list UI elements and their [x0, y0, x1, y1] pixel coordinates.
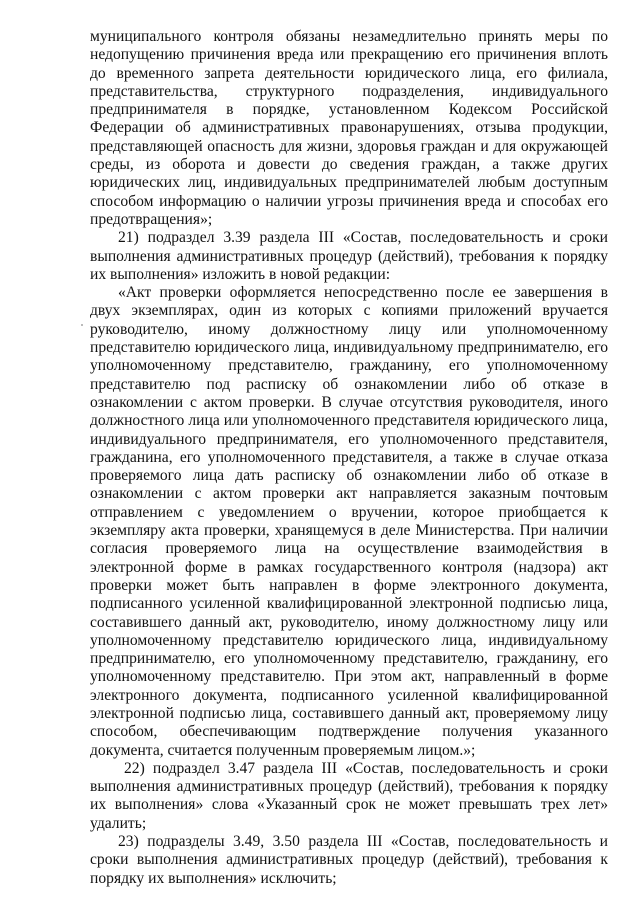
paragraph-continuation: муниципального контроля обязаны незамедлительно принять меры по недопущению причинения вреда или прекращению его причинения вплоть до временного запрета деятельности юридического лица, его филиала, представительства, структурного подразделения, индивидуального предпринимателя в порядке, установленном Кодексом Российской Федерации об административных правонарушениях, отзыва продукции, представляющей опасность для жизни, здоровья граждан и для окружающей среды, из оборота и довести до сведения граждан, а также других юридических лиц, индивидуальных предпринимателей любым доступным способом информацию о наличии угрозы причинения вреда и способах его предотвращения»;	[90, 28, 608, 228]
paragraph-item-23: 23) подразделы 3.49, 3.50 раздела III «Состав, последовательность и сроки выполнения административных процедур (действий), требования к порядку их выполнения» исключить;	[90, 833, 608, 887]
paragraph-item-21: 21) подраздел 3.39 раздела III «Состав, последовательность и сроки выполнения административных процедур (действий), требования к порядку их выполнения» изложить в новой редакции:	[90, 229, 608, 283]
paragraph-item-22: 22) подраздел 3.47 раздела III «Состав, последовательность и сроки выполнения административных процедур (действий), требования к порядку их выполнения» слова «Указанный срок не может превышать трех лет» удалить;	[90, 759, 608, 832]
scan-speck	[81, 324, 83, 326]
paragraph-quoted-act: «Акт проверки оформляется непосредственно после ее завершения в двух экземплярах, один из которых с копиями приложений вручается руководителю, иному должностному лицу или уполномоченному представителю юридического лица, индивидуальному предпринимателю, его уполномоченному представителю, гражданину, его уполномоченному представителю под расписку об ознакомлении либо об отказе в ознакомлении с актом проверки. В случае отсутствия руководителя, иного должностного лица или уполномоченного представителя юридического лица, индивидуального предпринимателя, его уполномоченного представителя, гражданина, его уполномоченного представителя, а также в случае отказа проверяемого лица дать расписку об ознакомлении либо об отказе в ознакомлении с актом проверки акт направляется заказным почтовым отправлением с уведомлением о вручении, которое приобщается к экземпляру акта проверки, хранящемуся в деле Министерства. При наличии согласия проверяемого лица на осуществление взаимодействия в электронной форме в рамках государственного контроля (надзора) акт проверки может быть направлен в форме электронного документа, подписанного усиленной квалифицированной электронной подписью лица, составившего данный акт, руководителю, иному должностному лицу или уполномоченному представителю юридического лица, индивидуальному предпринимателю, его уполномоченному представителю, гражданину, его уполномоченному представителю. При этом акт, направленный в форме электронного документа, подписанного усиленной квалифицированной электронной подписью лица, составившего данный акт, проверяемому лицу способом, обеспечивающим подтверждение получения указанного документа, считается полученным проверяемым лицом.»;	[90, 284, 608, 759]
document-page	[90, 28, 608, 888]
